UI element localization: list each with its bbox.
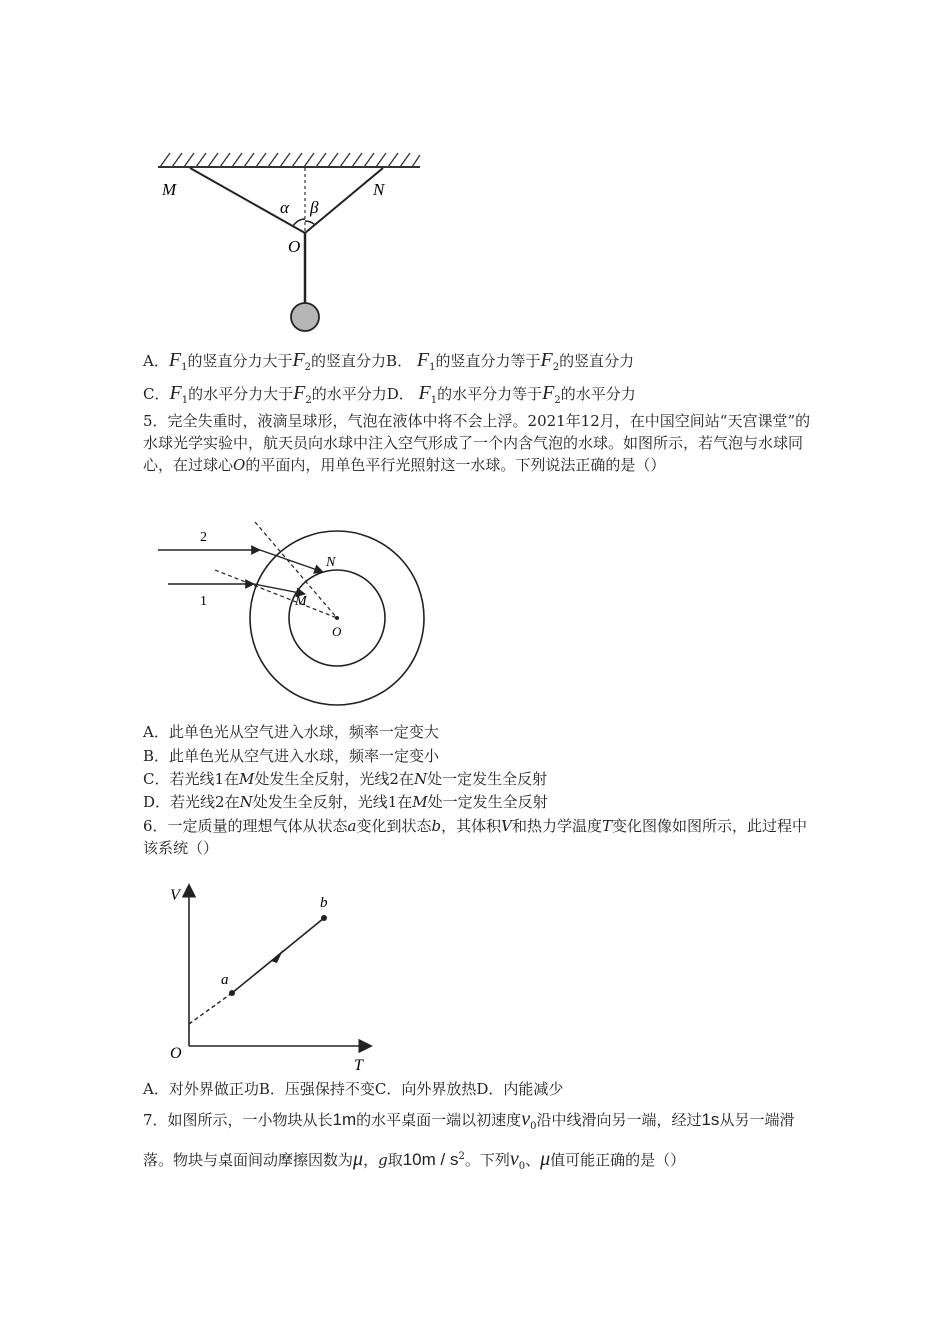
q5-option-a: A．此单色光从空气进入水球，频率一定变大 [143,723,439,741]
q7-stem: 7．如图所示，一小物块从长1m的水平桌面一端以初速度$v_0$沿中线滑向另一端，经过1s从另一端滑落。物块与桌面间动摩擦因数为μ，g取$10m / s^2$。下列$v_0$、μ值可能正确的是（） [143,1108,795,1172]
center-dot [335,616,339,620]
axis-label-t: T [354,1057,363,1074]
point-a-label: a [221,972,229,988]
q6-options: A．对外界做正功B．压强保持不变C．向外界放热D．内能减少 [143,1080,564,1098]
q5-stem: 5．完全失重时，液滴呈球形，气泡在液体中将不会上浮。2021年12月，在中国空间站“天宫课堂”的水球光学实验中，航天员向水球中注入空气形成了一个内含气泡的水球。如图所示，若气泡与水球同心，在过球心O的平面内，用单色平行光照射这一水球。下列说法正确的是（） [143,412,811,474]
q6-stem: 6．一定质量的理想气体从状态a变化到状态b，其体积V和热力学温度T变化图像如图所示，此过程中该系统（） [143,817,808,857]
q5-option-d: D．若光线2在N处发生全反射，光线1在M处一定发生全反射 [143,793,548,811]
label-o: O [332,624,342,639]
pendulum-figure [150,145,430,340]
label-o: O [288,237,301,256]
label-m: M [162,180,177,199]
label-m: M [295,594,307,609]
ball [291,303,319,331]
q4-option-cd: C．$F_1$的水平分力大于$F_2$的水平分力D． $F_1$的水平分力等于$F_2$的水平分力 [143,382,636,406]
ray-label-2: 2 [200,530,207,545]
point-a [229,990,235,996]
label-alpha: α [280,198,289,217]
point-b-label: b [320,895,328,911]
point-b [321,915,327,921]
direction-arrow [271,950,283,963]
q5-option-b: B．此单色光从空气进入水球，频率一定变小 [143,747,440,765]
axis-label-v: V [170,887,180,904]
ray-2-refracted [260,550,323,572]
angle-beta-arc [305,221,315,225]
normal-m [215,570,337,618]
water-ball-figure [150,510,440,720]
ray-label-1: 1 [200,594,207,609]
label-beta: β [310,198,319,217]
ceiling-hatch [158,153,420,167]
ray-1-refracted [254,584,305,594]
angle-alpha-arc [293,219,305,226]
extrapolation-dashed [189,993,232,1024]
q5-option-c: C．若光线1在M处发生全反射，光线2在N处一定发生全反射 [143,770,548,788]
q4-option-ab: A．$F_1$的竖直分力大于$F_2$的竖直分力B． $F_1$的竖直分力等于$F_2$的竖直分力 [143,349,635,373]
label-n: N [326,555,336,570]
origin-label: O [170,1045,182,1062]
vt-graph-figure [160,878,380,1078]
label-n: N [373,180,385,199]
